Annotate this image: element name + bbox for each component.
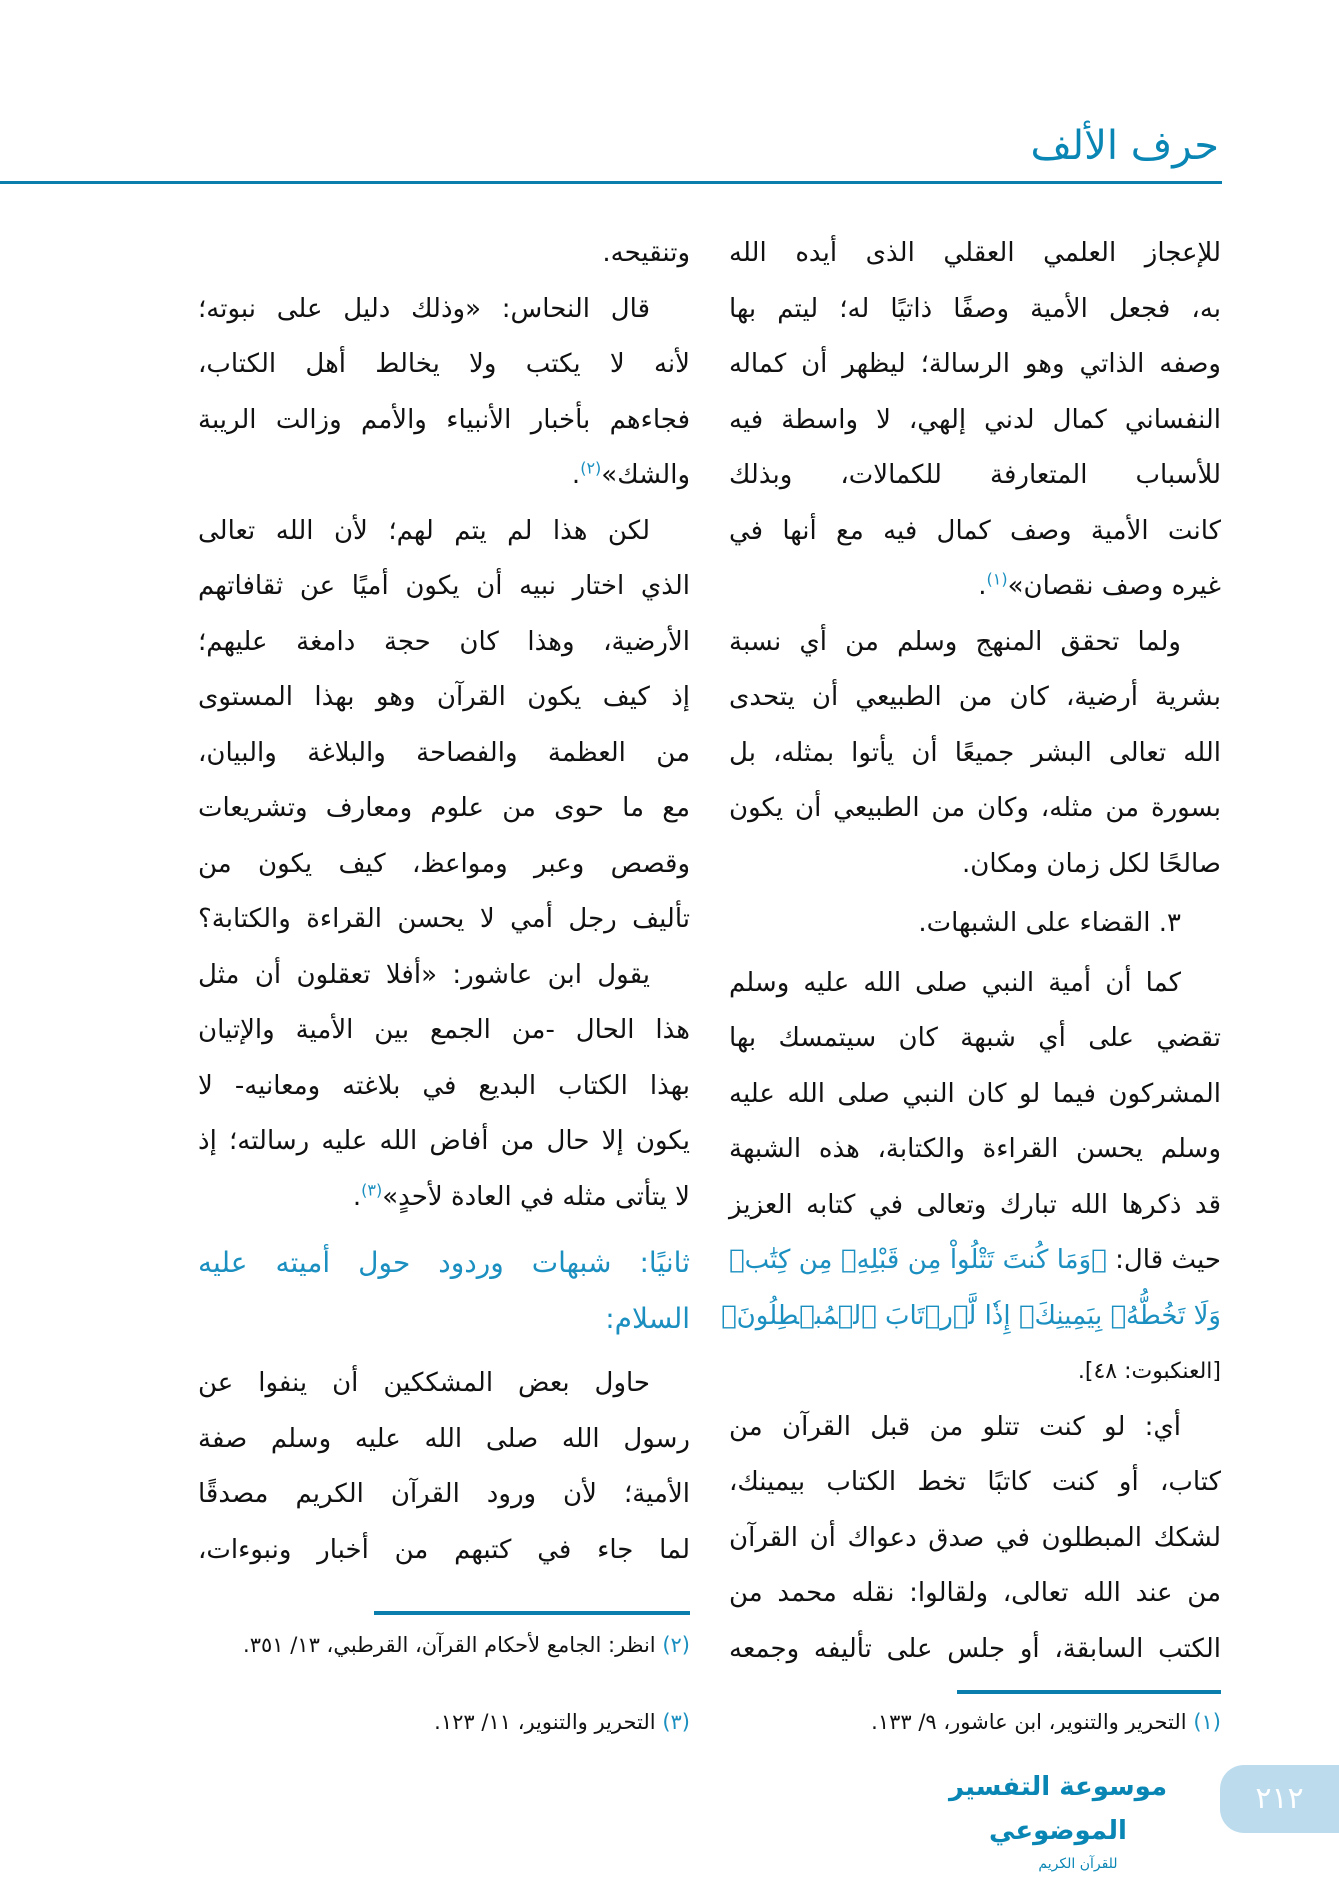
line-text: غيره وصف نقصان»: [1007, 571, 1221, 601]
text-line: [198, 393, 690, 449]
text-line: [198, 948, 690, 1004]
verse-text: ﴿وَمَا كُنتَ تَتْلُواْ مِن قَبْلِهِۦ مِن كِتَٰبٖ: [729, 1245, 1107, 1275]
line-text: الأمية؛ لأن ورود القرآن الكريم مصدقًا: [198, 1479, 690, 1509]
line-text: للإعجاز العلمي العقلي الذى أيده الله: [729, 238, 1221, 268]
text-line: [198, 1467, 690, 1523]
line-text: لما جاء في كتبهم من أخبار ونبوءات،: [198, 1534, 690, 1565]
text-line: [729, 393, 1221, 449]
text-line: [198, 1356, 690, 1412]
line-text: قال النحاس: «وذلك دليل على نبوته؛: [198, 293, 650, 324]
text-line: [729, 448, 1221, 504]
line-text: وتنقيحه.: [602, 238, 690, 268]
line-text: الذي اختار نبيه أن يكون أميًا عن ثقافاتهم: [198, 571, 690, 601]
footnote-rule-left: [374, 1611, 690, 1615]
line-text: وسلم يحسن القراءة والكتابة، هذه الشبهة: [729, 1134, 1221, 1164]
text-line: [198, 1003, 690, 1059]
text-line: [198, 670, 690, 726]
line-text: أي: لو كنت تتلو من قبل القرآن من: [729, 1411, 1181, 1442]
section-heading: [198, 1235, 690, 1291]
line-text: يقول ابن عاشور: «أفلا تعقلون أن مثل: [198, 959, 650, 990]
line-text: بسورة من مثله، وكان من الطبيعي أن يكون: [729, 793, 1221, 823]
text-line: [729, 1344, 1221, 1400]
text-line: [198, 837, 690, 893]
line-text: لكن هذا لم يتم لهم؛ لأن الله تعالى: [198, 515, 650, 546]
text-line: [198, 226, 690, 282]
text-line: [729, 1400, 1221, 1456]
footnote-rule-right: [957, 1690, 1221, 1694]
text-line: [729, 726, 1221, 782]
footnote-3: [198, 1707, 690, 1737]
line-text: يكون إلا حال من أفاض الله عليه رسالته؛ إذ: [198, 1126, 690, 1156]
footnote-reference[interactable]: (١): [986, 569, 1008, 589]
text-line: [198, 448, 690, 504]
footnote-reference[interactable]: (٢): [580, 458, 602, 478]
text-line: [198, 1059, 690, 1115]
text-line: [198, 1523, 690, 1579]
line-text: بهذا الكتاب البديع في بلاغته ومعانيه- لا: [198, 1070, 690, 1101]
text-line: [198, 337, 690, 393]
text-line: [198, 282, 690, 338]
line-text: مع ما حوى من علوم ومعارف وتشريعات: [198, 793, 690, 823]
text-line: [198, 1412, 690, 1468]
text-line: [729, 504, 1221, 560]
text-line: [729, 282, 1221, 338]
section-heading: [729, 896, 1221, 952]
line-text: الله تعالى البشر جميعًا أن يأتوا بمثله، بل: [729, 737, 1221, 768]
line-text: حيث قال:: [1106, 1245, 1221, 1275]
text-line: [198, 1114, 690, 1170]
text-line: [198, 781, 690, 837]
text-line: [729, 1011, 1221, 1067]
line-text: [العنكبوت: ٤٨].: [1077, 1359, 1221, 1384]
text-line: [729, 1511, 1221, 1567]
line-text: والشك»: [601, 460, 690, 490]
quran-verse-line: [721, 1289, 1221, 1345]
chapter-title: حرف الألف: [1030, 123, 1219, 169]
line-text: لأنه لا يكتب ولا يخالط أهل الكتاب،: [198, 349, 690, 379]
line-tail: .: [571, 460, 581, 490]
text-line: [729, 337, 1221, 393]
line-text: ولما تحقق المنهج وسلم من أي نسبة: [729, 626, 1181, 657]
line-text: الأرضية، وهذا كان حجة دامغة عليهم؛: [198, 626, 690, 657]
text-line: [729, 1067, 1221, 1123]
line-text: وقصص وعبر ومواعظ، كيف يكون من: [198, 848, 690, 879]
line-text: من العظمة والفصاحة والبلاغة والبيان،: [198, 737, 690, 768]
logo-title: موسوعة التفسير الموضوعي: [948, 1772, 1168, 1846]
footnote-text: انظر: الجامع لأحكام القرآن، القرطبي، ١٣/ ٣٥١.: [243, 1633, 656, 1657]
text-line: [729, 226, 1221, 282]
line-text: السلام:: [605, 1301, 690, 1335]
encyclopedia-logo: [933, 1765, 1183, 1872]
text-line: [729, 1622, 1221, 1678]
text-line: [729, 559, 1221, 615]
line-text: إذ كيف يكون القرآن وهو بهذا المستوى: [198, 682, 690, 712]
line-text: تأليف رجل أمي لا يحسن القراءة والكتابة؟: [198, 904, 690, 934]
line-text: الكتب السابقة، أو جلس على تأليفه وجمعه: [729, 1633, 1221, 1664]
footnote-2: [198, 1630, 690, 1660]
footnote-number: (٣): [662, 1710, 690, 1734]
line-text: تقضي على أي شبهة كان سيتمسك بها: [729, 1023, 1221, 1053]
line-tail: .: [352, 1181, 362, 1212]
line-text: فجاءهم بأخبار الأنبياء والأمم وزالت الريبة: [198, 404, 690, 435]
line-text: بشرية أرضية، كان من الطبيعي أن يتحدى: [729, 682, 1221, 712]
line-text: المشركون فيما لو كان النبي صلى الله عليه: [729, 1078, 1221, 1109]
text-line: [198, 504, 690, 560]
footnote-1: [729, 1707, 1221, 1737]
footnote-text: التحرير والتنوير، ابن عاشور، ٩/ ١٣٣.: [871, 1710, 1187, 1734]
line-text: به، فجعل الأمية وصفًا ذاتيًا له؛ ليتم بها: [729, 293, 1221, 324]
text-line: [729, 1178, 1221, 1234]
logo-subtitle: للقرآن الكريم: [1038, 1856, 1118, 1872]
footnote-text: التحرير والتنوير، ١١/ ١٢٣.: [434, 1710, 656, 1734]
verse-text: وَلَا تَخُطُّهُۥ بِيَمِينِكَۖ إِذٗا لَّٱرۡتَابَ ٱلۡمُبۡطِلُونَ﴾: [721, 1300, 1221, 1331]
text-line: [198, 892, 690, 948]
text-line: [729, 670, 1221, 726]
text-line: [198, 1170, 690, 1226]
line-text: ٣. القضاء على الشبهات.: [918, 908, 1181, 938]
line-text: ثانيًا: شبهات وردود حول أميته عليه: [198, 1246, 690, 1279]
line-text: للأسباب المتعارفة للكمالات، وبذلك: [729, 460, 1221, 490]
footnote-number: (٢): [662, 1633, 690, 1657]
quran-verse-line: [729, 1233, 1221, 1289]
text-line: [198, 726, 690, 782]
text-line: [729, 837, 1221, 893]
text-line: [729, 781, 1221, 837]
text-line: [729, 615, 1221, 671]
footnote-reference[interactable]: (٣): [361, 1179, 383, 1199]
line-text: كما أن أمية النبي صلى الله عليه وسلم: [729, 967, 1181, 998]
text-line: [198, 559, 690, 615]
line-text: صالحًا لكل زمان ومكان.: [961, 848, 1221, 879]
text-line: [198, 615, 690, 671]
page-number-badge: ٢١٢: [1220, 1765, 1339, 1833]
line-text: كتاب، أو كنت كاتبًا تخط الكتاب بيمينك،: [729, 1467, 1221, 1497]
section-heading: [198, 1291, 690, 1347]
line-text: رسول الله صلى الله عليه وسلم صفة: [198, 1423, 690, 1454]
right-text-column: [721, 226, 1221, 1677]
text-line: [729, 1122, 1221, 1178]
line-tail: .: [978, 571, 987, 601]
line-text: قد ذكرها الله تبارك وتعالى في كتابه العزيز: [729, 1189, 1221, 1220]
line-text: لشكك المبطلون في صدق دعواك أن القرآن: [729, 1522, 1221, 1553]
line-text: هذا الحال -من الجمع بين الأمية والإتيان: [198, 1015, 690, 1045]
line-text: حاول بعض المشككين أن ينفوا عن: [198, 1368, 650, 1398]
text-line: [729, 1566, 1221, 1622]
text-line: [729, 1455, 1221, 1511]
line-text: لا يتأتى مثله في العادة لأحدٍ»: [382, 1181, 690, 1212]
line-text: كانت الأمية وصف كمال فيه مع أنها في: [729, 515, 1221, 546]
left-text-column: [198, 226, 690, 1578]
text-line: [729, 956, 1221, 1012]
line-text: النفساني كمال لدني إلهي، لا واسطة فيه: [729, 404, 1221, 435]
line-text: من عند الله تعالى، ولقالوا: نقله محمد من: [729, 1578, 1221, 1608]
header-rule: [0, 181, 1222, 184]
footnote-number: (١): [1193, 1710, 1221, 1734]
line-text: وصفه الذاتي وهو الرسالة؛ ليظهر أن كماله: [729, 349, 1221, 379]
